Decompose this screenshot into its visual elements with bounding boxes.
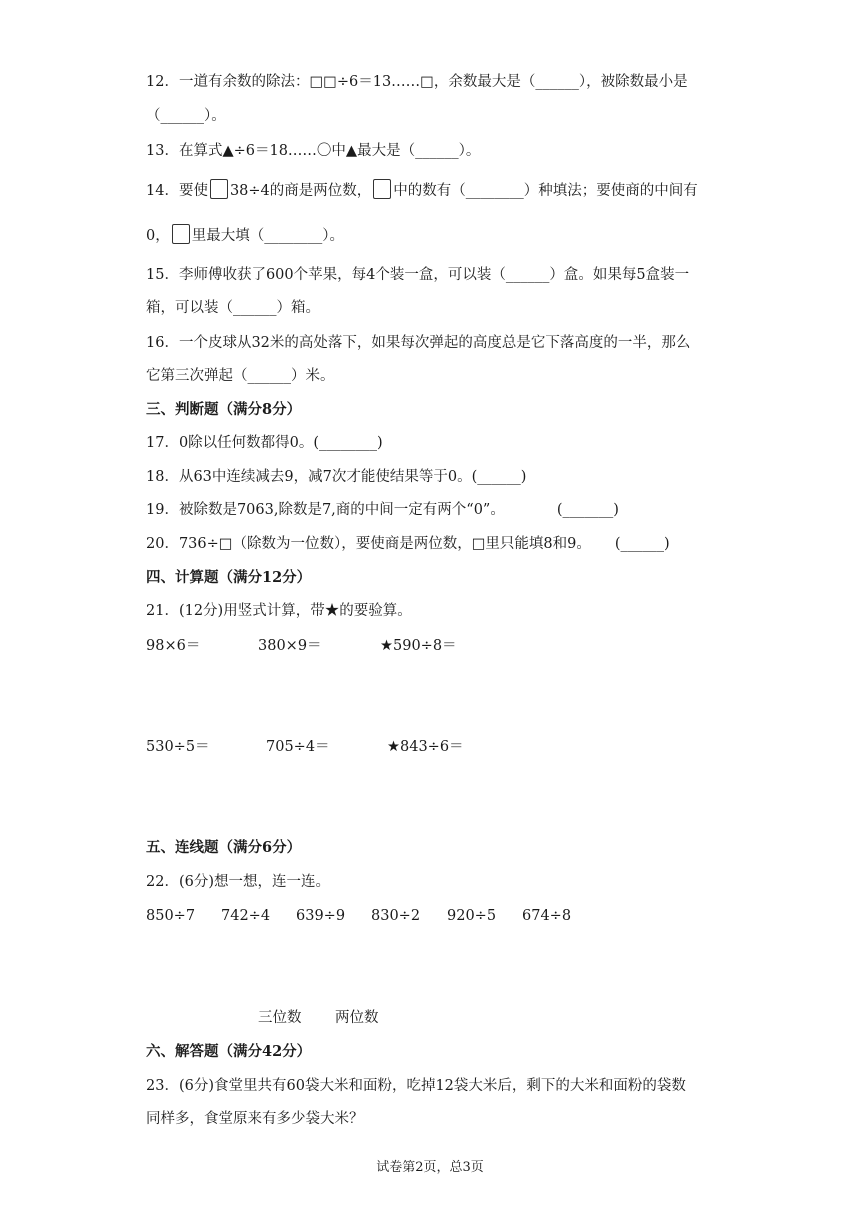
calc-item: ★590÷8＝ — [380, 638, 457, 654]
question-15-line-1: 15．李师傅收获了600个苹果，每4个装一盒，可以装（______）盒。如果每5盒装一 — [146, 267, 690, 283]
question-13: 13．在算式▲÷6＝18……〇中▲最大是（______）。 — [146, 143, 481, 159]
question-23-line-1: 23．(6分)食堂里共有60袋大米和面粉，吃掉12袋大米后，剩下的大米和面粉的袋数 — [146, 1078, 686, 1094]
question-14-line-1 — [146, 179, 726, 201]
match-expression: 742÷4 — [221, 908, 271, 924]
question-18: 18．从63中连续减去9，减7次才能使结果等于0。(______) — [146, 469, 527, 485]
calc-item: ★843÷6＝ — [387, 739, 464, 755]
question-19 — [146, 500, 726, 520]
calc-item: 380×9＝ — [258, 638, 322, 654]
answer-box — [172, 224, 190, 244]
match-expression: 850÷7 — [146, 908, 196, 924]
question-16-line-1: 16．一个皮球从32米的高处落下，如果每次弹起的高度总是它下落高度的一半，那么 — [146, 335, 691, 351]
question-14-line-2-prefix: 0， — [146, 228, 170, 244]
question-14-suffix: 中的数有（________）种填法；要使商的中间有 — [393, 183, 698, 199]
section-5-title: 五、连线题（满分6分） — [146, 839, 302, 856]
match-expression: 830÷2 — [371, 908, 421, 924]
question-12-line-1: 12．一道有余数的除法：□□÷6＝13……□，余数最大是（______），被除数最小是 — [146, 74, 688, 90]
answer-box — [373, 179, 391, 199]
match-target: 三位数 — [258, 1010, 302, 1026]
question-21: 21．(12分)用竖式计算，带★的要验算。 — [146, 603, 412, 619]
question-20 — [146, 534, 726, 554]
match-target: 两位数 — [335, 1010, 379, 1026]
section-4-title: 四、计算题（满分12分） — [146, 569, 312, 586]
match-expression: 674÷8 — [522, 908, 572, 924]
question-23-line-2: 同样多，食堂原来有多少袋大米？ — [146, 1111, 364, 1127]
question-19-text: 19．被除数是7063,除数是7,商的中间一定有两个“0”。 — [146, 502, 505, 518]
calc-item: 98×6＝ — [146, 638, 201, 654]
match-expression: 639÷9 — [296, 908, 346, 924]
match-expression: 920÷5 — [447, 908, 497, 924]
question-22: 22．(6分)想一想，连一连。 — [146, 874, 330, 890]
question-14-middle: 38÷4的商是两位数， — [229, 183, 372, 199]
question-16-line-2: 它第三次弹起（______）米。 — [146, 368, 335, 384]
question-20-blank: (______) — [614, 536, 670, 552]
question-17: 17．0除以任何数都得0。(________) — [146, 435, 383, 451]
question-14-line-2-suffix: 里最大填（________）。 — [191, 228, 344, 244]
calc-item: 530÷5＝ — [146, 739, 210, 755]
answer-box — [210, 179, 228, 199]
question-14-prefix: 14．要使 — [146, 183, 208, 199]
question-14-line-2 — [146, 224, 726, 246]
page-footer: 试卷第2页，总3页 — [376, 1160, 484, 1175]
calc-item: 705÷4＝ — [266, 739, 330, 755]
section-3-title: 三、判断题（满分8分） — [146, 401, 302, 418]
question-20-text: 20．736÷□（除数为一位数），要使商是两位数，□里只能填8和9。 — [146, 536, 591, 552]
question-19-blank: (_______) — [556, 502, 619, 518]
question-12-line-2: （______）。 — [146, 108, 226, 124]
question-15-line-2: 箱，可以装（______）箱。 — [146, 300, 320, 316]
section-6-title: 六、解答题（满分42分） — [146, 1043, 312, 1060]
